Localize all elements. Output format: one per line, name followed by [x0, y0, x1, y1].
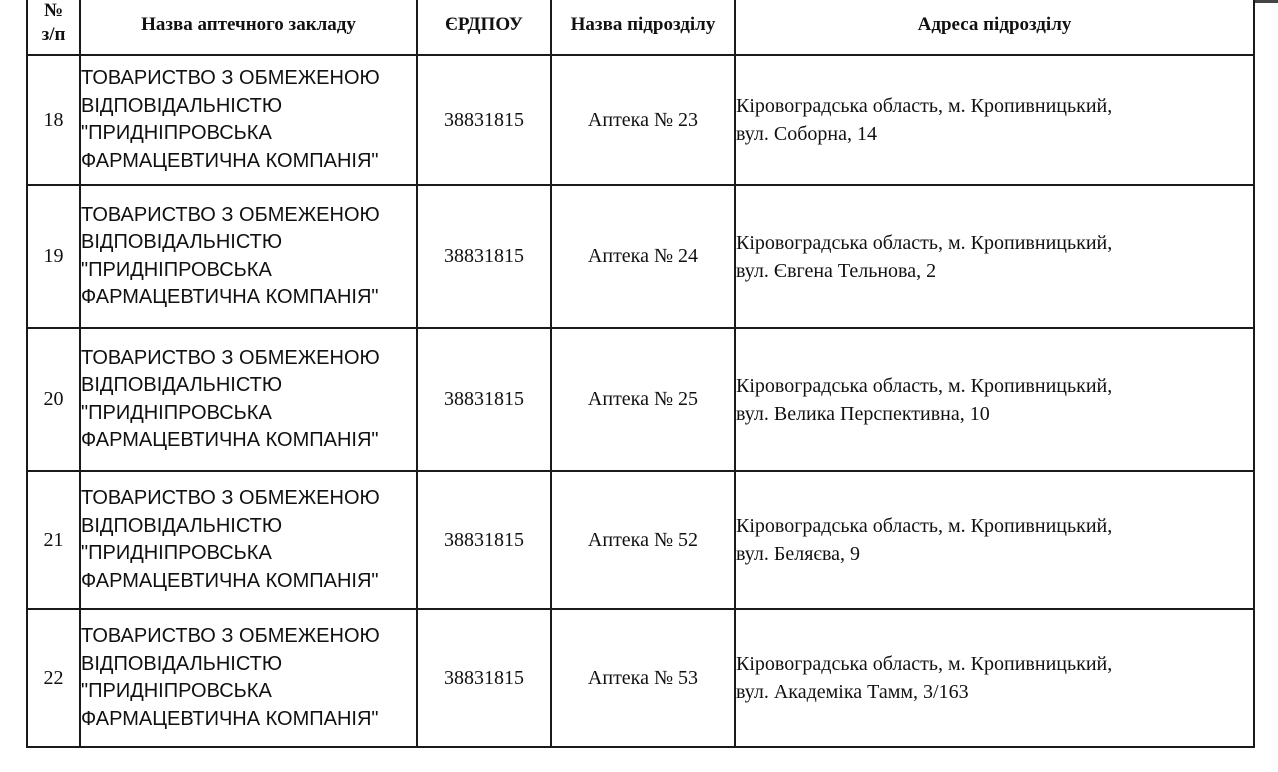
unit-address	[735, 471, 1254, 609]
header-edrpou: ЄРДПОУ	[417, 0, 551, 55]
pharmacy-name-line: ТОВАРИСТВО З ОБМЕЖЕНОЮ	[81, 487, 380, 509]
pharmacy-name-line: ФАРМАЦЕВТИЧНА КОМПАНІЯ"	[81, 707, 379, 730]
unit-name: Аптека № 23	[551, 55, 735, 185]
pharmacy-name	[80, 55, 417, 185]
pharmacy-name-line: "ПРИДНІПРОВСЬКА	[81, 258, 272, 281]
pharmacy-name	[80, 471, 417, 609]
header-pharmacy-name: Назва аптечного закладу	[80, 0, 417, 55]
row-number: 21	[27, 471, 80, 609]
pharmacy-name	[80, 609, 417, 747]
address-line: Кіровоградська область, м. Кропивницький,	[736, 653, 1113, 675]
unit-name: Аптека № 53	[551, 609, 735, 747]
pharmacy-name-line: ВІДПОВІДАЛЬНІСТЮ	[81, 374, 283, 396]
address-line: вул. Академіка Тамм, 3/163	[736, 681, 969, 703]
pharmacy-name-line: ФАРМАЦЕВТИЧНА КОМПАНІЯ"	[81, 429, 379, 451]
address-line: вул. Євгена Тельнова, 2	[736, 259, 937, 282]
pharmacy-name-line: "ПРИДНІПРОВСЬКА	[81, 401, 272, 424]
pharmacy-registry-table	[26, 0, 1255, 748]
edrpou-code: 38831815	[417, 55, 551, 185]
table-header	[27, 0, 1254, 55]
unit-name: Аптека № 25	[551, 328, 735, 471]
unit-address	[735, 55, 1254, 185]
pharmacy-name-line: ТОВАРИСТВО З ОБМЕЖЕНОЮ	[81, 203, 380, 226]
row-number: 20	[27, 328, 80, 471]
pharmacy-name-line: "ПРИДНІПРОВСЬКА	[81, 542, 272, 564]
address-line: Кіровоградська область, м. Кропивницький,	[736, 231, 1113, 254]
table-row	[27, 185, 1254, 328]
pharmacy-name-line: "ПРИДНІПРОВСЬКА	[81, 122, 272, 144]
pharmacy-name-line: ТОВАРИСТВО З ОБМЕЖЕНОЮ	[81, 346, 380, 369]
header-number-symbol: №	[43, 0, 64, 21]
pharmacy-name	[80, 328, 417, 471]
pharmacy-name	[80, 185, 417, 328]
unit-address	[735, 328, 1254, 471]
address-line: Кіровоградська область, м. Кропивницький,	[736, 374, 1113, 397]
header-row	[27, 0, 1254, 55]
row-number: 19	[27, 185, 80, 328]
pharmacy-name-line: ВІДПОВІДАЛЬНІСТЮ	[81, 514, 283, 537]
pharmacy-name-line: ВІДПОВІДАЛЬНІСТЮ	[81, 231, 283, 253]
header-number-abbr: з/п	[41, 24, 66, 45]
edrpou-code: 38831815	[417, 609, 551, 747]
page-edge-line	[1255, 0, 1278, 3]
pharmacy-name-line: "ПРИДНІПРОВСЬКА	[81, 680, 272, 702]
unit-name: Аптека № 24	[551, 185, 735, 328]
edrpou-code: 38831815	[417, 328, 551, 471]
pharmacy-name-line: ТОВАРИСТВО З ОБМЕЖЕНОЮ	[81, 625, 380, 647]
address-line: Кіровоградська область, м. Кропивницький,	[736, 95, 1113, 117]
pharmacy-name-line: ТОВАРИСТВО З ОБМЕЖЕНОЮ	[81, 67, 380, 89]
pharmacy-name-line: ФАРМАЦЕВТИЧНА КОМПАНІЯ"	[81, 286, 379, 308]
row-number: 18	[27, 55, 80, 185]
unit-address	[735, 185, 1254, 328]
edrpou-code: 38831815	[417, 185, 551, 328]
table-row	[27, 55, 1254, 185]
pharmacy-name-line: ВІДПОВІДАЛЬНІСТЮ	[81, 652, 283, 675]
address-line: вул. Соборна, 14	[736, 123, 877, 145]
pharmacy-name-line: ВІДПОВІДАЛЬНІСТЮ	[81, 94, 283, 117]
table-body	[27, 55, 1254, 747]
unit-address	[735, 609, 1254, 747]
address-line: вул. Велика Перспективна, 10	[736, 402, 990, 425]
table-row	[27, 328, 1254, 471]
row-number: 22	[27, 609, 80, 747]
pharmacy-name-line: ФАРМАЦЕВТИЧНА КОМПАНІЯ"	[81, 569, 379, 592]
table-row	[27, 471, 1254, 609]
address-line: Кіровоградська область, м. Кропивницький,	[736, 515, 1113, 537]
edrpou-code: 38831815	[417, 471, 551, 609]
header-number	[27, 0, 80, 55]
address-line: вул. Беляєва, 9	[736, 543, 861, 565]
unit-name: Аптека № 52	[551, 471, 735, 609]
table-row	[27, 609, 1254, 747]
pharmacy-name-line: ФАРМАЦЕВТИЧНА КОМПАНІЯ"	[81, 149, 379, 172]
header-unit-address: Адреса підрозділу	[735, 0, 1254, 55]
header-unit-name: Назва підрозділу	[551, 0, 735, 55]
